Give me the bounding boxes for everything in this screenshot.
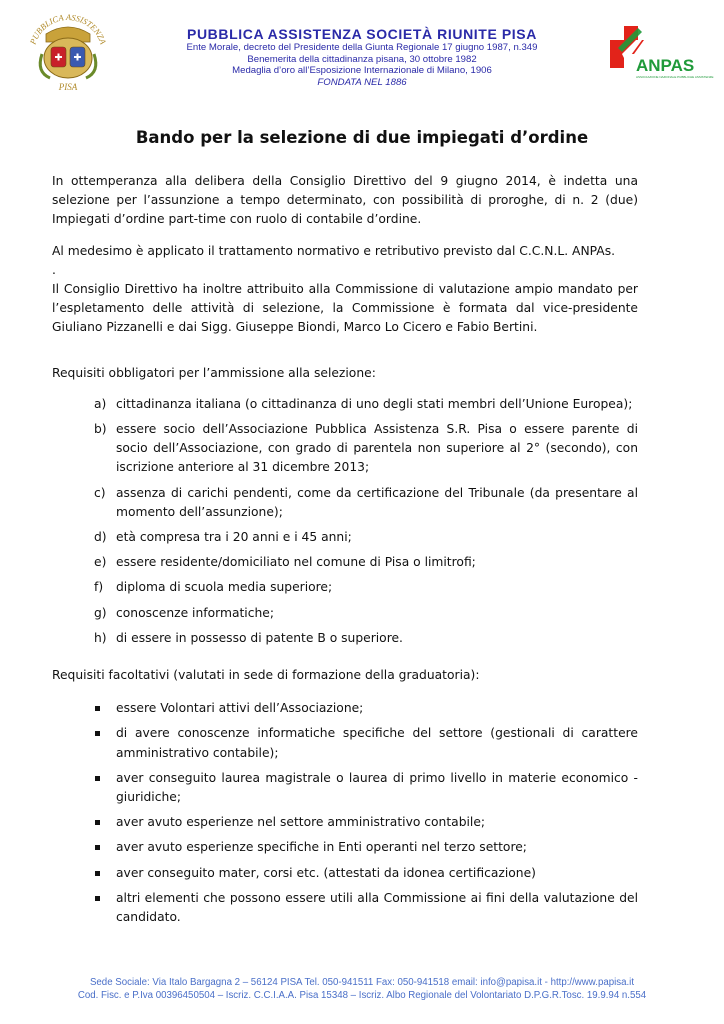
list-item: [52, 484, 638, 522]
square-bullet-icon: [95, 731, 100, 736]
list-item: [52, 528, 638, 547]
letterhead-line-3: Medaglia d’oro all’Esposizione Internazionale di Milano, 1906: [232, 65, 492, 76]
list-item: [52, 420, 638, 478]
svg-text:PUBBLICA ASSISTENZA: PUBBLICA ASSISTENZA: [27, 14, 109, 46]
list-item-text: aver conseguito mater, corsi etc. (attestati da idonea certificazione): [116, 865, 536, 880]
list-item: [52, 604, 638, 623]
list-marker: a): [94, 396, 107, 411]
separator-dot: .: [52, 262, 56, 277]
list-marker: e): [94, 555, 107, 570]
document-title: Bando per la selezione di due impiegati d’ordine: [135, 128, 589, 147]
list-marker: h): [94, 630, 107, 645]
list-item-text: essere socio dell’Associazione Pubblica Assistenza S.R. Pisa o essere parente di socio dell’Associazione, con grado di parentela non superiore al 2° (secondo), con iscrizione anteriore al 31 dicembre 2013;: [116, 422, 638, 475]
letterhead-text: [118, 26, 606, 88]
list-item-text: aver avuto esperienze nel settore amministrativo contabile;: [116, 815, 486, 830]
list-item: [52, 699, 638, 718]
list-item: [52, 838, 638, 857]
list-item-text: aver avuto esperienze specifiche in Enti operanti nel terzo settore;: [116, 840, 527, 855]
list-item-text: di avere conoscenze informatiche specifiche del settore (gestionali di carattere amministrativo contabile);: [116, 726, 638, 760]
square-bullet-icon: [95, 845, 100, 850]
optional-heading: Requisiti facoltativi (valutati in sede di formazione della graduatoria):: [52, 668, 480, 683]
crest-logo: [24, 14, 112, 98]
list-item-text: diploma di scuola media superiore;: [116, 580, 333, 595]
list-item: [52, 864, 638, 883]
square-bullet-icon: [95, 896, 100, 901]
list-item: [52, 724, 638, 762]
list-item-text: di essere in possesso di patente B o superiore.: [116, 630, 403, 645]
square-bullet-icon: [95, 776, 100, 781]
treatment-paragraph: Al medesimo è applicato il trattamento normativo e retributivo previsto dal C.C.N.L. ANPAs.: [52, 243, 616, 258]
list-item-text: cittadinanza italiana (o cittadinanza di uno degli stati membri dell’Unione Europea);: [116, 396, 633, 411]
intro-paragraph: In ottemperanza alla delibera della Consiglio Direttivo del 9 giugno 2014, è indetta una selezione per l’assunzione a tempo determinato, con possibilità di proroghe, di n. 2 (due) Impiegati d’ordine part-time con ruolo di contabile d’ordine.: [52, 174, 638, 227]
list-item: [52, 578, 638, 597]
list-item-text: aver conseguito laurea magistrale o laurea di primo livello in materie economico - giuridiche;: [116, 770, 638, 805]
list-item-text: altri elementi che possono essere utili alla Commissione ai fini della valutazione del candidato.: [116, 890, 638, 925]
letterhead: [0, 0, 724, 100]
list-marker: c): [94, 485, 106, 500]
list-item: [52, 889, 638, 927]
svg-text:ASSOCIAZIONE NAZIONALE PUBBLIC: ASSOCIAZIONE NAZIONALE PUBBLICHE ASSISTENZE: [636, 75, 714, 79]
square-bullet-icon: [95, 871, 100, 876]
list-item-text: conoscenze informatiche;: [116, 605, 274, 620]
letterhead-line-1: Ente Morale, decreto del Presidente della Giunta Regionale 17 giugno 1987, n.349: [186, 42, 538, 53]
list-item-text: assenza di carichi pendenti, come da certificazione del Tribunale (da presentare al momento dell’assunzione);: [116, 485, 638, 519]
optional-list: [52, 699, 638, 927]
list-item: [52, 395, 638, 414]
square-bullet-icon: [95, 820, 100, 825]
svg-text:PISA: PISA: [58, 82, 78, 92]
list-marker: b): [94, 422, 107, 437]
square-bullet-icon: [95, 706, 100, 711]
letterhead-line-2: Benemerita della cittadinanza pisana, 30 ottobre 1982: [247, 53, 477, 65]
list-marker: f): [94, 580, 104, 595]
list-marker: g): [94, 605, 107, 620]
footer: [0, 976, 724, 1002]
list-item-text: essere Volontari attivi dell’Associazione;: [116, 701, 364, 716]
svg-text:ANPAS: ANPAS: [636, 56, 695, 75]
list-item: [52, 813, 638, 832]
list-item: [52, 769, 638, 807]
list-item: [52, 553, 638, 572]
list-item: [52, 629, 638, 648]
footer-address: Sede Sociale: Via Italo Bargagna 2 – 56124 PISA Tel. 050-941511 Fax: 050-941518 email: info@papisa.it - http://www.papisa.it: [89, 977, 635, 988]
list-item-text: età compresa tra i 20 anni e i 45 anni;: [116, 530, 352, 545]
required-list: [52, 395, 638, 648]
document-body: [52, 172, 638, 933]
founded-line: FONDATA NEL 1886: [317, 76, 407, 88]
required-heading: Requisiti obbligatori per l’ammissione alla selezione:: [52, 365, 376, 380]
commission-paragraph: Il Consiglio Direttivo ha inoltre attribuito alla Commissione di valutazione ampio mandato per l’espletamento delle attività di selezione, la Commissione è formata dal vice-presidente Giuliano Pizzanelli e dai Sigg. Giuseppe Biondi, Marco Lo Cicero e Fabio Bertini.: [52, 282, 638, 335]
anpas-logo: [604, 18, 714, 82]
association-name: PUBBLICA ASSISTENZA SOCIETÀ RIUNITE PISA: [187, 26, 537, 42]
footer-registration: Cod. Fisc. e P.Iva 00396450504 – Iscriz. C.C.I.A.A. Pisa 15348 – Iscriz. Albo Regionale del Volontariato D.P.G.R.Tosc. 19.9.94 n.554: [77, 990, 647, 1001]
list-marker: d): [94, 530, 107, 545]
list-item-text: essere residente/domiciliato nel comune di Pisa o limitrofi;: [116, 555, 476, 570]
